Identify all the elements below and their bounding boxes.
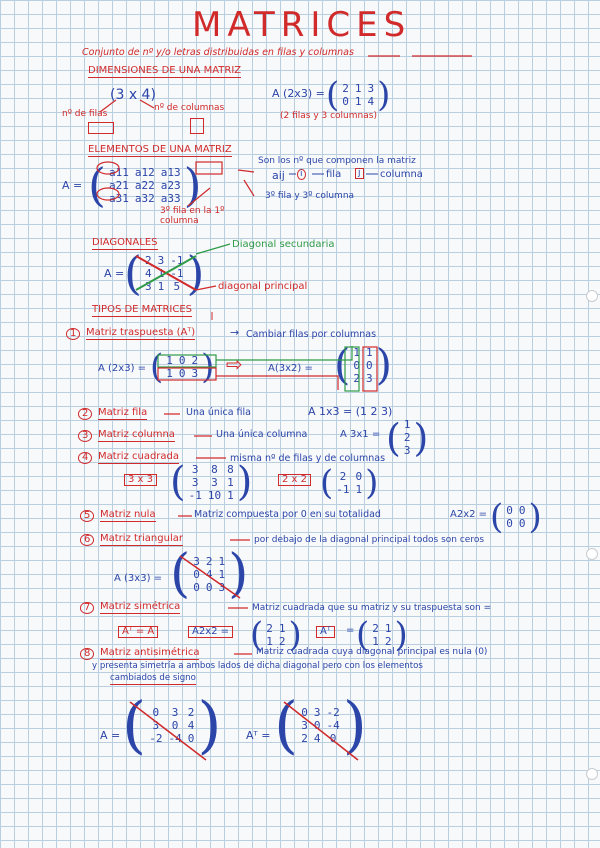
matrix-cell: a33 xyxy=(160,191,181,205)
matrix-cell: 0 xyxy=(193,567,200,581)
sim-matrix2: ( 2 1 1 2 ) xyxy=(356,615,408,655)
tras-label1: A (2x3) = xyxy=(98,363,147,374)
binder-hole xyxy=(586,548,598,560)
tras-matrix1: ( 1 0 2 1 0 3 ) xyxy=(150,347,215,387)
matrix-cell: 1 xyxy=(166,367,173,380)
tipo-3-num: 3 xyxy=(78,430,92,442)
matrix-cell: 2 xyxy=(191,354,199,367)
matrix-cell: 0 xyxy=(301,705,308,719)
matrix-cell: 4 xyxy=(187,718,195,732)
matrix-cell: 8 xyxy=(211,462,218,476)
diag-matrix: ( 2 3 -1 4 1 -1 3 1 5 ) xyxy=(124,246,205,300)
matrix-cell: 0 xyxy=(205,580,213,594)
matrix-cell: 1 xyxy=(372,635,379,648)
tipo-2-desc: Una única fila xyxy=(186,407,252,418)
definition: Conjunto de nº y/o letras distribuidas en filas y columnas xyxy=(82,47,354,58)
tipo-4-desc: misma nº de filas y de columnas xyxy=(230,453,386,464)
matrix-cell: -4 xyxy=(168,731,182,745)
anti-label1: A = xyxy=(100,729,121,742)
matrix-cell: 3 xyxy=(193,554,200,568)
matrix-cell: 3 xyxy=(313,705,321,719)
matrix-cell: 0 xyxy=(178,354,186,367)
matrix-cell: -1 xyxy=(170,253,184,267)
matrix-cell: 3 xyxy=(211,475,218,489)
matrix-cell: 2 xyxy=(403,431,411,444)
matrix-cell: 1 xyxy=(353,345,361,359)
tipo-8-name: Matriz antisimétrica xyxy=(100,647,200,658)
section-dimensiones: DIMENSIONES DE UNA MATRIZ xyxy=(88,65,242,76)
matrix-cell: 3 xyxy=(191,367,199,380)
dim-cols-label: nº de columnas xyxy=(154,103,225,113)
tipo-3-name: Matriz columna xyxy=(98,429,175,440)
elem-note1: 3º fila y 3º columna xyxy=(265,191,355,201)
matrix-cell: 1 xyxy=(157,279,165,293)
matrix-cell: 4 xyxy=(313,731,321,745)
matrix-cell: a22 xyxy=(134,178,155,192)
tipo-5-num: 5 xyxy=(80,510,94,522)
matrix-cell: -2 xyxy=(149,731,163,745)
matrix-cell: 0 xyxy=(342,95,349,108)
tras-arrow-icon: ⇨ xyxy=(226,352,243,376)
tipo-6-num: 6 xyxy=(80,534,94,546)
matrix-cell: 1 xyxy=(403,418,411,431)
tras-label2: A(3x2) = xyxy=(268,363,313,374)
tras-matrix2: ( 1 1 0 0 2 3 ) xyxy=(334,340,393,389)
matrix-cell: a11 xyxy=(108,165,129,179)
binder-hole xyxy=(586,290,598,302)
matrix-cell: 10 xyxy=(207,488,222,502)
tipo-7-desc: Matriz cuadrada que su matriz y su traspuesta son = xyxy=(252,603,492,613)
matrix-cell: 3 xyxy=(157,253,165,267)
matrix-cell: 3 xyxy=(171,705,179,719)
matrix-cell: a31 xyxy=(108,191,129,205)
matrix-cell: 0 xyxy=(178,367,186,380)
sim-matrix: ( 2 1 1 2 ) xyxy=(250,615,302,655)
tipo-8-desc: Matriz cuadrada cuya diagonal principal es nula (0) xyxy=(256,647,488,657)
anti-matrix2: ( 0 3 -2 3 0 -4 2 4 0 ) xyxy=(274,688,367,761)
elem-col-num: j xyxy=(355,168,364,179)
sim-label: A2x2 = xyxy=(188,626,233,638)
dim-rows-box xyxy=(88,122,114,134)
matrix-cell: 2 xyxy=(187,705,195,719)
matrix-cell: 3 xyxy=(144,279,152,293)
matrix-cell: -4 xyxy=(326,718,340,732)
matrix-cell: a12 xyxy=(134,165,155,179)
tipo-1-num: 1 xyxy=(66,328,80,340)
matrix-cell: 0 xyxy=(366,358,373,372)
tipo-7-name: Matriz simétrica xyxy=(100,601,181,612)
matrix-cell: 0 xyxy=(152,705,160,719)
matrix-cell: 1 xyxy=(157,266,165,280)
matrix-cell: 3 xyxy=(152,718,160,732)
matrix-cell: 1 xyxy=(384,622,392,635)
anti-matrix1: ( 0 3 2 3 0 4 -2 -4 0 ) xyxy=(122,688,222,761)
matrix-cell: 2 xyxy=(144,253,152,267)
matrix-cell: 3 xyxy=(191,475,199,489)
tri-label: A (3x3) = xyxy=(114,573,163,584)
matrix-cell: 3 xyxy=(191,462,199,476)
matrix-cell: 2 xyxy=(342,82,349,95)
matrix-cell: 1 xyxy=(355,483,363,496)
tipo-5-example: A2x2 = xyxy=(450,509,488,520)
matrix-cell: 0 xyxy=(329,731,337,745)
matrix-cell: 0 xyxy=(313,718,321,732)
matrix-cell: 8 xyxy=(227,462,234,476)
tipo-8-num: 8 xyxy=(80,648,94,660)
tipo-8-desc2: y presenta simetría a ambos lados de dicha diagonal pero con los elementos xyxy=(92,661,423,671)
matrix-cell: 2 xyxy=(278,635,286,648)
dim-example-matrix: ( 2 1 3 0 1 4 ) xyxy=(326,75,391,115)
matrix-cell: 2 xyxy=(384,635,392,648)
tipo-1-name: Matriz traspuesta (Aᵀ) xyxy=(86,327,196,338)
matrix-cell: 3 xyxy=(218,580,226,594)
sim-eq: = xyxy=(346,625,355,636)
matrix-cell: 0 xyxy=(355,470,363,483)
matrix-cell: 3 xyxy=(403,444,411,457)
matrix-cell: 5 xyxy=(173,279,181,293)
matrix-cell: a32 xyxy=(134,191,155,205)
anti-label2: Aᵀ = xyxy=(246,729,271,742)
tri-matrix: ( 3 2 1 0 4 1 0 0 3 ) xyxy=(170,544,249,604)
tipo-5-desc: Matriz compuesta por 0 en su totalidad xyxy=(194,509,381,520)
matrix-cell: 1 xyxy=(166,354,173,367)
matrix-cell: -1 xyxy=(170,266,184,280)
elem-fila: fila xyxy=(326,169,342,180)
dim-notation: (3 x 4) xyxy=(110,87,156,103)
matrix-cell: 2 xyxy=(301,731,308,745)
elem-desc: Son los nº que componen la matriz xyxy=(258,156,416,166)
matrix-cell: 1 xyxy=(266,635,273,648)
matrix-cell: 3 xyxy=(301,718,308,732)
matrix-cell: 1 xyxy=(227,488,234,502)
dim-example-label: A (2x3) = xyxy=(272,87,325,100)
matrix-cell: 2 xyxy=(372,622,379,635)
dim-rows-label: nº de filas xyxy=(62,109,108,119)
matrix-cell: 1 xyxy=(278,622,286,635)
section-elementos: ELEMENTOS DE UNA MATRIZ xyxy=(88,144,232,155)
matrix-cell: 3 xyxy=(366,371,373,385)
matrix-cell: 0 xyxy=(518,504,526,517)
tipo-2-name: Matriz fila xyxy=(98,407,148,418)
tipo-2-example: A 1x3 = (1 2 3) xyxy=(308,405,393,418)
sim-box2: Aᵀ xyxy=(316,626,335,638)
tipo-1-desc: Cambiar filas por columnas xyxy=(246,329,377,340)
cuad-matrix2: ( 2 0 -1 1 ) xyxy=(320,463,379,503)
tipo-6-name: Matriz triangular xyxy=(100,533,183,544)
diag-principal: diagonal principal xyxy=(218,281,308,292)
matrix-cell: 1 xyxy=(366,345,373,359)
matrix-cell: 0 xyxy=(518,517,526,530)
elem-matrix: ( a11 a12 a13 a21 a22 a23 a31 a32 a33 ) xyxy=(88,158,202,212)
matrix-cell: 2 xyxy=(339,470,347,483)
tipo-4-name: Matriz cuadrada xyxy=(98,451,180,462)
matrix-cell: 2 xyxy=(266,622,273,635)
tipo-7-num: 7 xyxy=(80,602,94,614)
tipo-1-arrow: → xyxy=(230,326,240,339)
matrix-cell: 0 xyxy=(353,358,361,372)
tipo-6-desc: por debajo de la diagonal principal todos son ceros xyxy=(254,535,485,545)
binder-hole xyxy=(586,768,598,780)
elem-label: A = xyxy=(62,179,83,192)
nula-matrix: ( 0 0 0 0 ) xyxy=(490,497,542,537)
elem-columna: columna xyxy=(380,169,423,180)
tipo-3-desc: Una única columna xyxy=(216,429,308,440)
matrix-cell: 2 xyxy=(353,371,361,385)
matrix-cell: 0 xyxy=(506,504,513,517)
matrix-cell: 4 xyxy=(367,95,375,108)
matrix-cell: 1 xyxy=(227,475,234,489)
matrix-cell: 0 xyxy=(193,580,200,594)
dim-cols-box xyxy=(190,118,204,134)
cuad-label2: 2 x 2 xyxy=(278,474,311,486)
matrix-cell: -1 xyxy=(188,488,202,502)
section-diagonales: DIAGONALES xyxy=(92,237,158,248)
matrix-cell: a23 xyxy=(160,178,181,192)
matrix-cell: 3 xyxy=(367,82,375,95)
dim-note: (2 filas y 3 columnas) xyxy=(280,111,377,121)
elem-note2: 3º fila en la 1º columna xyxy=(160,206,225,226)
matrix-cell: 1 xyxy=(218,554,226,568)
diag-label: A = xyxy=(104,267,125,280)
section-tipos: TIPOS DE MATRICES xyxy=(92,304,193,315)
cuad-matrix1: ( 3 8 8 3 3 1 -1 10 1 ) xyxy=(170,459,253,505)
matrix-cell: -1 xyxy=(336,483,350,496)
matrix-cell: 4 xyxy=(144,266,152,280)
tipo-2-num: 2 xyxy=(78,408,92,420)
columna-matrix: ( 1 2 3 ) xyxy=(386,415,429,460)
tipo-4-num: 4 xyxy=(78,452,92,464)
diag-secundaria: Diagonal secundaria xyxy=(232,239,335,250)
elem-aij: aij xyxy=(272,169,285,182)
page-title: MATRICES xyxy=(192,5,412,45)
tipo-5-name: Matriz nula xyxy=(100,509,156,520)
matrix-cell: 1 xyxy=(354,95,362,108)
matrix-cell: 1 xyxy=(218,567,226,581)
tipo-8-desc3: cambiados de signo xyxy=(110,673,196,683)
matrix-cell: 2 xyxy=(205,554,213,568)
matrix-cell: a21 xyxy=(108,178,129,192)
elem-fila-num: i xyxy=(297,169,306,180)
cuad-label1: 3 x 3 xyxy=(124,474,157,486)
matrix-cell: -2 xyxy=(326,705,340,719)
matrix-cell: 0 xyxy=(506,517,513,530)
matrix-cell: a13 xyxy=(160,165,181,179)
matrix-cell: 0 xyxy=(187,731,195,745)
matrix-cell: 1 xyxy=(354,82,362,95)
sim-box1: Aᵀ = A xyxy=(118,626,158,638)
matrix-cell: 0 xyxy=(171,718,179,732)
tipo-3-example: A 3x1 = xyxy=(340,429,381,440)
matrix-cell: 4 xyxy=(205,567,213,581)
